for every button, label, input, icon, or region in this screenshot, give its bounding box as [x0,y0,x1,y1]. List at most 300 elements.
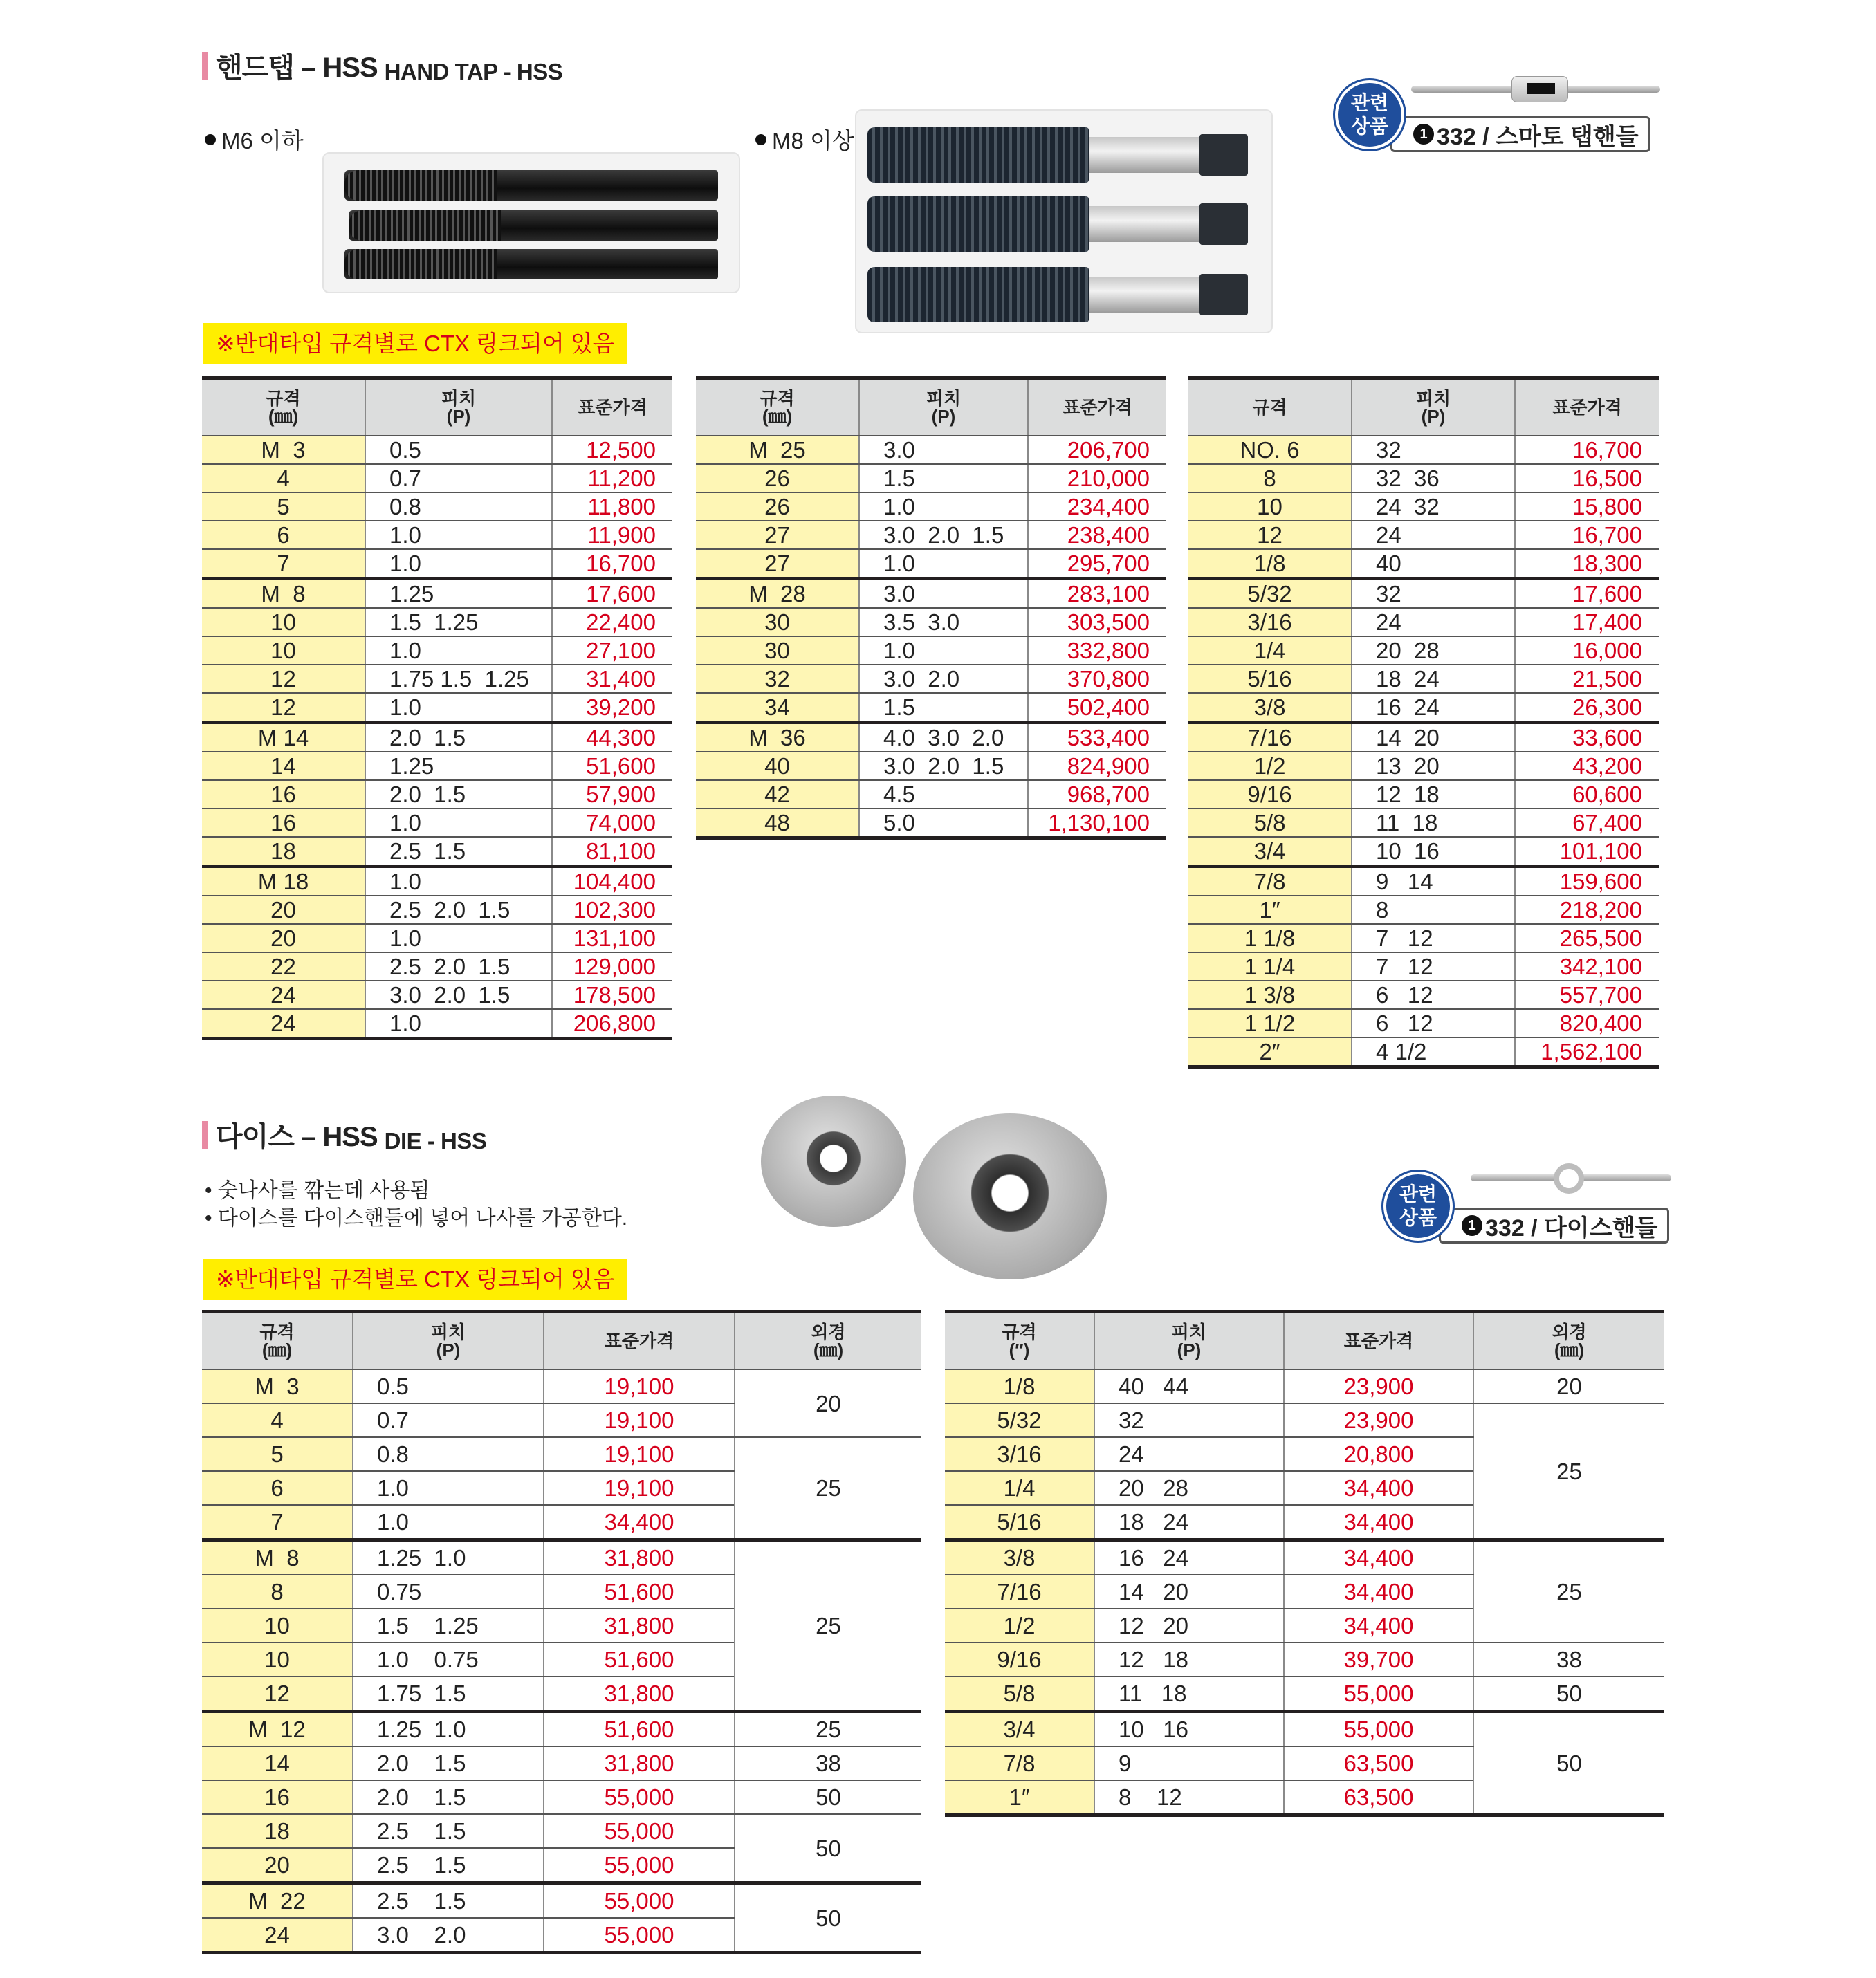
size-cell: M 18 [202,867,365,896]
table-row [945,1643,1664,1676]
table-row [696,723,1166,752]
price-cell: 34,400 [544,1505,735,1540]
outer-diameter-cell: 25 [735,1437,921,1540]
price-cell: 238,400 [1028,521,1166,549]
pitch-cell: 4.0 3.0 2.0 [859,723,1028,752]
pitch-cell: 0.8 [365,492,552,521]
size-cell: 10 [1188,492,1352,521]
price-cell: 20,800 [1284,1437,1473,1471]
outer-diameter-cell: 38 [1473,1643,1664,1676]
price-cell: 16,700 [552,549,672,579]
price-cell: 295,700 [1028,549,1166,579]
table-row [945,1676,1664,1712]
table-row [696,808,1166,838]
accent-bar [202,52,208,80]
pitch-cell: 2.0 1.5 [353,1780,544,1814]
pitch-cell: 1.0 [365,521,552,549]
size-cell: 1/2 [945,1609,1094,1643]
table-row [202,436,672,464]
price-cell: 74,000 [552,808,672,837]
table-row [1188,693,1659,723]
table-row [202,636,672,665]
desc-line-1: • 숫나사를 깎는데 사용됨 [205,1179,430,1202]
related-product-label[interactable]: 1 332 / 스마토 탭핸들 [1390,116,1650,152]
size-cell: 7/8 [945,1746,1094,1780]
table-row [1188,924,1659,952]
pitch-cell: 8 [1352,896,1515,924]
size-cell: 3/8 [1188,693,1352,723]
table-row [202,1437,921,1471]
col-size: 규격 (″) [945,1312,1094,1370]
table-row [1188,952,1659,981]
price-cell: 178,500 [552,981,672,1009]
pitch-cell: 1.75 1.5 [353,1676,544,1712]
col-pitch: 피치 (P) [353,1312,544,1370]
price-cell: 39,200 [552,693,672,723]
outer-diameter-cell: 50 [1473,1676,1664,1712]
price-cell: 206,800 [552,1009,672,1039]
pitch-cell: 1.0 [365,867,552,896]
price-cell: 342,100 [1515,952,1659,981]
size-cell: 40 [696,752,859,780]
outer-diameter-cell: 25 [1473,1540,1664,1643]
pitch-cell: 1.25 [365,579,552,609]
price-cell: 16,700 [1515,521,1659,549]
pitch-cell: 1.0 [859,549,1028,579]
price-cell: 159,600 [1515,867,1659,896]
size-cell: 1/8 [945,1369,1094,1403]
price-cell: 57,900 [552,780,672,808]
col-size: 규격 [1188,378,1352,436]
price-cell: 51,600 [552,752,672,780]
price-cell: 19,100 [544,1437,735,1471]
pitch-cell: 2.0 1.5 [353,1746,544,1780]
die-title-ko: 다이스 – HSS [216,1122,378,1152]
size-cell: 5/32 [1188,579,1352,609]
table-row [1188,867,1659,896]
table-row [202,723,672,752]
price-cell: 51,600 [544,1575,735,1609]
size-cell: 48 [696,808,859,838]
price-cell: 820,400 [1515,1009,1659,1037]
table-row [696,636,1166,665]
table-row [1188,837,1659,867]
size-cell: 7 [202,549,365,579]
pitch-cell: 13 20 [1352,752,1515,780]
price-cell: 19,100 [544,1403,735,1437]
price-cell: 102,300 [552,896,672,924]
pitch-cell: 3.0 2.0 1.5 [859,752,1028,780]
pitch-cell: 9 14 [1352,867,1515,896]
price-cell: 265,500 [1515,924,1659,952]
price-cell: 11,900 [552,521,672,549]
pitch-cell: 1.0 [365,693,552,723]
tap-section-title [202,46,562,85]
table-row [202,1746,921,1780]
bullet-label: M6 이하 [221,128,304,154]
outer-diameter-cell: 50 [735,1780,921,1814]
size-cell: 1/4 [945,1471,1094,1505]
price-cell: 34,400 [1284,1575,1473,1609]
price-cell: 55,000 [544,1918,735,1953]
size-cell: 7/8 [1188,867,1352,896]
size-cell: 5 [202,492,365,521]
price-cell: 63,500 [1284,1746,1473,1780]
size-cell: 34 [696,693,859,723]
size-cell: 1/4 [1188,636,1352,665]
table-row [202,924,672,952]
price-cell: 824,900 [1028,752,1166,780]
pitch-cell: 0.8 [353,1437,544,1471]
table-row [1188,808,1659,837]
price-cell: 27,100 [552,636,672,665]
related-badge: 관련 상품 [1383,1172,1453,1241]
pitch-cell: 1.0 [353,1471,544,1505]
die-section-title [202,1115,486,1154]
size-cell: M 14 [202,723,365,752]
pitch-cell: 2.5 1.5 [353,1814,544,1848]
table-row [202,693,672,723]
pitch-cell: 6 12 [1352,981,1515,1009]
table-row [696,780,1166,808]
price-cell: 23,900 [1284,1403,1473,1437]
size-cell: 12 [202,665,365,693]
related-product-die-handle[interactable] [1383,1169,1669,1244]
table-row [696,665,1166,693]
pitch-cell: 1.0 0.75 [353,1643,544,1676]
desc-line-2: • 다이스를 다이스핸들에 넣어 나사를 가공한다. [205,1207,628,1230]
price-cell: 131,100 [552,924,672,952]
col-size: 규격 (㎜) [696,378,859,436]
pitch-cell: 32 [1352,436,1515,464]
price-cell: 283,100 [1028,579,1166,609]
size-cell: M 8 [202,1540,353,1575]
col-pitch: 피치 (P) [1094,1312,1284,1370]
table-row [696,492,1166,521]
size-cell: 1″ [945,1780,1094,1815]
outer-diameter-cell: 25 [735,1540,921,1712]
table-row [1188,436,1659,464]
size-cell: 3/8 [945,1540,1094,1575]
table-row [202,521,672,549]
table-row [1188,608,1659,636]
price-cell: 19,100 [544,1471,735,1505]
col-outer-diameter: 외경 (㎜) [735,1312,921,1370]
size-cell: 32 [696,665,859,693]
die-product-image [754,1079,1128,1279]
price-cell: 55,000 [1284,1712,1473,1747]
price-cell: 234,400 [1028,492,1166,521]
size-cell: 16 [202,808,365,837]
pitch-cell: 0.7 [353,1403,544,1437]
outer-diameter-cell: 50 [735,1883,921,1953]
tap-3 [344,249,718,279]
pitch-cell: 1.0 [365,1009,552,1039]
pitch-cell: 1.25 1.0 [353,1712,544,1747]
pitch-cell: 1.25 [365,752,552,780]
table-row [202,1369,921,1403]
price-cell: 218,200 [1515,896,1659,924]
tap-title-en: HAND TAP - HSS [384,59,563,84]
size-cell: M 22 [202,1883,353,1919]
table-row [202,896,672,924]
size-cell: 8 [1188,464,1352,492]
related-product-label[interactable]: 1 332 / 다이스핸들 [1439,1208,1669,1244]
size-cell: 4 [202,1403,353,1437]
size-cell: 12 [202,693,365,723]
size-cell: 26 [696,492,859,521]
table-row [202,808,672,837]
col-price: 표준가격 [1284,1312,1473,1370]
table-row [1188,464,1659,492]
table-row [696,549,1166,579]
size-cell: 6 [202,1471,353,1505]
tap-title-ko: 핸드탭 – HSS [216,53,378,83]
tap-table-mm-1 [202,376,672,1040]
price-cell: 533,400 [1028,723,1166,752]
pitch-cell: 4.5 [859,780,1028,808]
table-row [202,1780,921,1814]
tap-large-image [855,109,1273,333]
size-cell: 12 [202,1676,353,1712]
pitch-cell: 18 24 [1352,665,1515,693]
pitch-cell: 1.5 1.25 [365,608,552,636]
price-cell: 51,600 [544,1643,735,1676]
size-cell: 3/16 [945,1437,1094,1471]
size-cell: 3/4 [945,1712,1094,1747]
pitch-cell: 1.0 [365,549,552,579]
pitch-cell: 12 18 [1094,1643,1284,1676]
pitch-cell: 40 [1352,549,1515,579]
table-row [1188,1037,1659,1067]
price-cell: 55,000 [544,1814,735,1848]
pitch-cell: 6 12 [1352,1009,1515,1037]
pitch-cell: 20 28 [1352,636,1515,665]
bullet-m6-below [205,123,304,156]
table-row [202,1814,921,1848]
pitch-cell: 11 18 [1352,808,1515,837]
price-cell: 557,700 [1515,981,1659,1009]
pitch-cell: 8 12 [1094,1780,1284,1815]
table-row [1188,665,1659,693]
price-cell: 55,000 [544,1883,735,1919]
table-row [202,837,672,867]
table-row [202,1009,672,1039]
table-row [696,752,1166,780]
pitch-cell: 3.0 2.0 1.5 [859,521,1028,549]
pitch-cell: 24 [1352,521,1515,549]
pitch-cell: 5.0 [859,808,1028,838]
price-cell: 39,700 [1284,1643,1473,1676]
price-cell: 31,800 [544,1746,735,1780]
table-row [1188,723,1659,752]
table-row [202,1883,921,1919]
outer-diameter-cell: 50 [735,1814,921,1883]
table-row [202,952,672,981]
pitch-cell: 1.0 [365,808,552,837]
pitch-cell: 10 16 [1352,837,1515,867]
price-cell: 129,000 [552,952,672,981]
table-row [945,1369,1664,1403]
tap-table-mm-2 [696,376,1166,840]
number-badge-icon: 1 [1413,124,1434,145]
die-title-en: DIE - HSS [384,1128,487,1154]
table-row [202,1712,921,1747]
price-cell: 17,400 [1515,608,1659,636]
price-cell: 1,562,100 [1515,1037,1659,1067]
pitch-cell: 2.5 1.5 [353,1883,544,1919]
size-cell: 1 3/8 [1188,981,1352,1009]
size-cell: 7/16 [1188,723,1352,752]
size-cell: 10 [202,1643,353,1676]
table-row [202,867,672,896]
size-cell: 7/16 [945,1575,1094,1609]
related-badge: 관련 상품 [1335,80,1404,149]
table-row [202,665,672,693]
table-row [202,549,672,579]
table-row [202,579,672,609]
price-cell: 44,300 [552,723,672,752]
size-cell: 10 [202,608,365,636]
col-price: 표준가격 [1515,378,1659,436]
price-cell: 17,600 [1515,579,1659,609]
size-cell: 1 1/4 [1188,952,1352,981]
price-cell: 15,800 [1515,492,1659,521]
size-cell: 24 [202,1918,353,1953]
col-outer-diameter: 외경 (㎜) [1473,1312,1664,1370]
size-cell: 6 [202,521,365,549]
table-row [696,521,1166,549]
price-cell: 63,500 [1284,1780,1473,1815]
price-cell: 16,500 [1515,464,1659,492]
price-cell: 16,000 [1515,636,1659,665]
die-description [205,1177,627,1232]
tap-small-image [322,152,740,293]
accent-bar [202,1121,208,1149]
outer-diameter-cell: 25 [1473,1403,1664,1540]
size-cell: 1 1/8 [1188,924,1352,952]
number-badge-icon: 1 [1462,1215,1482,1236]
pitch-cell: 1.0 [859,492,1028,521]
price-cell: 81,100 [552,837,672,867]
col-price: 표준가격 [1028,378,1166,436]
table-row [202,981,672,1009]
pitch-cell: 2.5 1.5 [353,1848,544,1883]
price-cell: 31,800 [544,1676,735,1712]
table-row [1188,896,1659,924]
size-cell: 30 [696,608,859,636]
size-cell: 5/8 [1188,808,1352,837]
pitch-cell: 7 12 [1352,952,1515,981]
price-cell: 51,600 [544,1712,735,1747]
pitch-cell: 3.0 2.0 [353,1918,544,1953]
table-row [202,1540,921,1575]
size-cell: 22 [202,952,365,981]
size-cell: M 28 [696,579,859,609]
size-cell: 9/16 [1188,780,1352,808]
size-cell: M 36 [696,723,859,752]
table-row [202,492,672,521]
pitch-cell: 1.75 1.5 1.25 [365,665,552,693]
related-product-tap-handle[interactable] [1335,77,1650,152]
table-row [1188,1009,1659,1037]
pitch-cell: 0.75 [353,1575,544,1609]
outer-diameter-cell: 20 [735,1369,921,1437]
pitch-cell: 1.0 [859,636,1028,665]
bullet-dot-icon [755,134,766,145]
price-cell: 11,200 [552,464,672,492]
pitch-cell: 14 20 [1352,723,1515,752]
pitch-cell: 2.5 2.0 1.5 [365,952,552,981]
price-cell: 55,000 [544,1848,735,1883]
price-cell: 332,800 [1028,636,1166,665]
col-pitch: 피치 (P) [365,378,552,436]
price-cell: 11,800 [552,492,672,521]
die-table-inch [945,1310,1664,1817]
price-cell: 34,400 [1284,1505,1473,1540]
price-cell: 26,300 [1515,693,1659,723]
price-cell: 12,500 [552,436,672,464]
pitch-cell: 1.25 1.0 [353,1540,544,1575]
price-cell: 67,400 [1515,808,1659,837]
size-cell: 1/2 [1188,752,1352,780]
table-row [202,780,672,808]
table-row [1188,636,1659,665]
size-cell: 9/16 [945,1643,1094,1676]
pitch-cell: 4 1/2 [1352,1037,1515,1067]
pitch-cell: 32 [1094,1403,1284,1437]
price-cell: 31,800 [544,1540,735,1575]
size-cell: 3/16 [1188,608,1352,636]
size-cell: 7 [202,1505,353,1540]
size-cell: 1″ [1188,896,1352,924]
size-cell: 27 [696,521,859,549]
die-table-mm [202,1310,921,1954]
pitch-cell: 1.0 [365,924,552,952]
col-price: 표준가격 [544,1312,735,1370]
size-cell: M 3 [202,436,365,464]
table-row [202,752,672,780]
size-cell: 2″ [1188,1037,1352,1067]
table-row [1188,981,1659,1009]
pitch-cell: 16 24 [1352,693,1515,723]
price-cell: 101,100 [1515,837,1659,867]
outer-diameter-cell: 20 [1473,1369,1664,1403]
pitch-cell: 1.5 [859,693,1028,723]
pitch-cell: 40 44 [1094,1369,1284,1403]
table-row [945,1712,1664,1747]
size-cell: 12 [1188,521,1352,549]
size-cell: 5/16 [1188,665,1352,693]
pitch-cell: 14 20 [1094,1575,1284,1609]
pitch-cell: 24 [1094,1437,1284,1471]
size-cell: 14 [202,1746,353,1780]
col-size: 규격 (㎜) [202,1312,353,1370]
table-row [1188,549,1659,579]
table-row [696,436,1166,464]
size-cell: 20 [202,924,365,952]
table-row [1188,780,1659,808]
size-cell: 1/8 [1188,549,1352,579]
col-pitch: 피치 (P) [859,378,1028,436]
price-cell: 303,500 [1028,608,1166,636]
size-cell: 16 [202,1780,353,1814]
price-cell: 19,100 [544,1369,735,1403]
price-cell: 60,600 [1515,780,1659,808]
pitch-cell: 24 32 [1352,492,1515,521]
size-cell: 26 [696,464,859,492]
pitch-cell: 11 18 [1094,1676,1284,1712]
